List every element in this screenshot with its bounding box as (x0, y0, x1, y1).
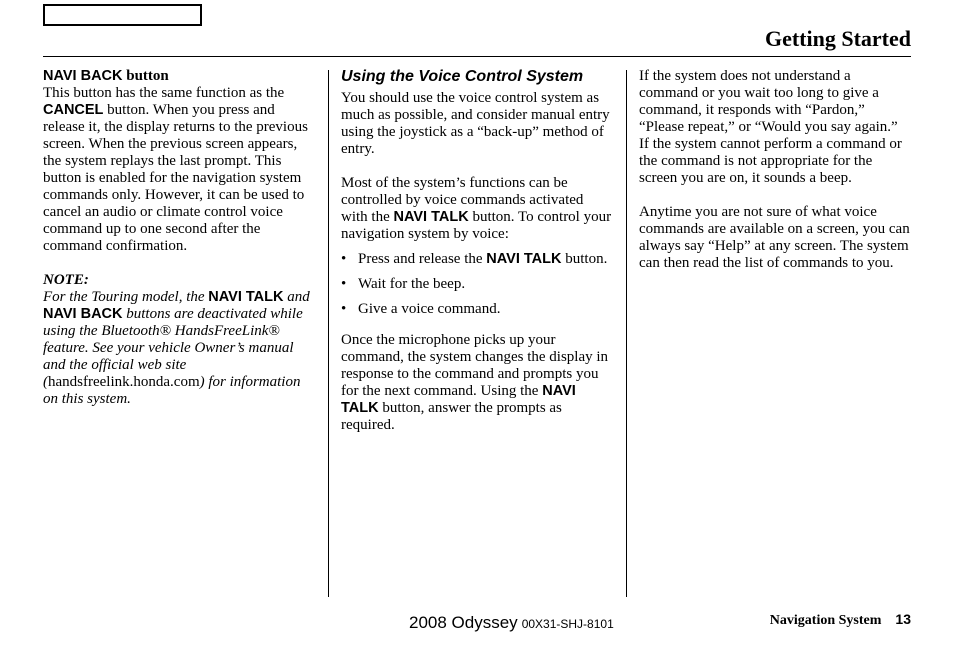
note-title: NOTE: (43, 272, 89, 288)
pardon-paragraph: If the system does not understand a command or you wait too long to give a command, it responds with “Pardon,” “Please repeat,” or “Would you say again.” If the system cannot perform a command or the command is not appropriate for the screen you are on, it sounds a beep. (639, 68, 902, 186)
voice-paragraph-2: Most of the system’s functions can be controlled by voice commands activated with the NAVI TALK button. To control your navigation system by voice: (341, 175, 612, 242)
column-middle (341, 68, 613, 451)
note-body: For the Touring model, the NAVI TALK and NAVI BACK buttons are deactivated while using the Bluetooth® HandsFreeLink® feature. See your vehicle Owner’s manual and the official web site (handsfreelink.honda.com) for information on this system. (43, 289, 310, 407)
column-right (639, 68, 911, 289)
page-title: Getting Started (764, 26, 911, 51)
column-divider-right (626, 70, 627, 597)
help-paragraph: Anytime you are not sure of what voice commands are available on a screen, you can always say “Help” at any screen. The system can then read the list of commands to you. (639, 204, 910, 271)
column-divider-left (328, 70, 329, 597)
voice-control-heading: Using the Voice Control System (341, 68, 584, 85)
voice-steps-list (341, 251, 613, 318)
list-item: • Give a voice command. (341, 301, 613, 318)
footer-model: 2008 Odyssey 00X31-SHJ-8101 (409, 613, 614, 632)
footer-code: 00X31-SHJ-8101 (521, 617, 614, 631)
navi-back-paragraph: This button has the same function as the CANCEL button. When you press and release it, the display returns to the previous screen. When the previous screen appears, the system replays the last prompt. This button is enabled for the navigation system commands only. However, it can be used to cancel an audio or climate control voice command up to one second after the command confirmation. (43, 85, 308, 254)
voice-paragraph-1: You should use the voice control system as much as possible, and consider manual entry using the joystick as a “back-up” method of entry. (341, 90, 610, 157)
list-item: • Press and release the NAVI TALK button. (341, 251, 613, 268)
voice-paragraph-3: Once the microphone picks up your command, the system changes the display in response to the command and prompts you for the next command. Using the NAVI TALK button, answer the prompts as required. (341, 332, 609, 433)
header-rule (43, 56, 911, 57)
footer-section: Navigation System 13 (769, 611, 911, 628)
navi-back-heading: NAVI BACK button (43, 68, 169, 84)
list-item: • Wait for the beep. (341, 276, 613, 293)
page-number: 13 (895, 611, 911, 627)
column-left (43, 68, 315, 408)
header-box (43, 4, 202, 26)
